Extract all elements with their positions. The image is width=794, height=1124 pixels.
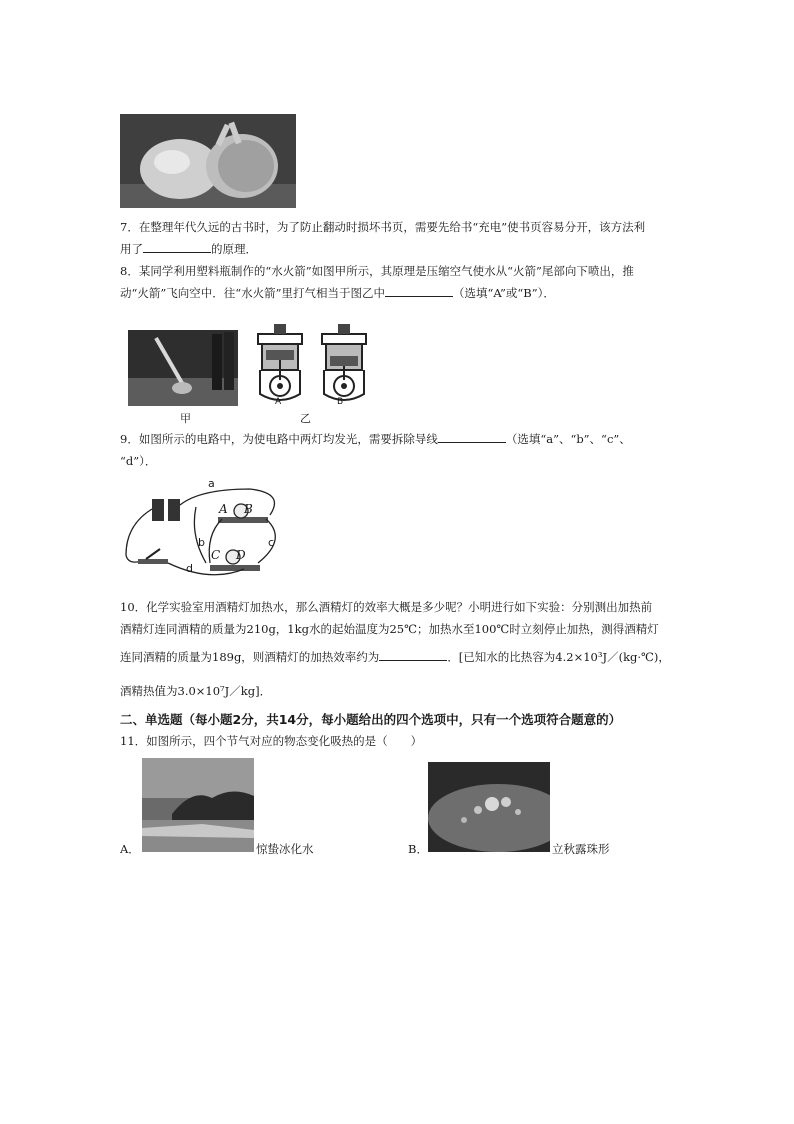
dew-drops-illustration (428, 762, 550, 852)
engine-a-label: A (275, 397, 282, 407)
q7-line2-post: 的原理． (211, 242, 257, 256)
q11-option-a-caption: 惊蛰冰化水 (256, 842, 314, 856)
q9-line1-pre: 9．如图所示的电路中，为使电路中两灯均发光，需要拆除导线 (120, 432, 438, 446)
option-a-photo[interactable] (142, 758, 254, 852)
thawing-ice-illustration (142, 758, 254, 852)
hemispheres-illustration (120, 114, 296, 208)
switch-lever (146, 549, 160, 559)
wire-a-label: a (208, 477, 215, 490)
wire-d-label: d (186, 562, 193, 575)
q10-line2: 酒精灯连同酒精的质量为210g，1kg水的起始温度为25℃；加热水至100℃时立刻停止加热，测得酒精灯 (120, 622, 659, 636)
q8-line1: 8．某同学利用塑料瓶制作的“水火箭”如图甲所示，其原理是压缩空气使水从“火箭”尾部向下喷出，推 (120, 264, 634, 278)
q11-option-b-caption: 立秋露珠形 (552, 842, 610, 856)
wire-c-label: c (268, 536, 275, 549)
engine-b-diagram (322, 324, 366, 400)
q10-line3 (120, 646, 670, 668)
q7-line2-pre: 用了 (120, 242, 143, 256)
wire-left (126, 509, 152, 562)
q9-line1-post: （选填“a”、“b”、“c”、 (505, 432, 631, 446)
water-rocket-illustration (128, 330, 238, 406)
q9-line1 (120, 428, 631, 450)
q8-line2-post: （选填“A”或“B”）． (453, 286, 555, 300)
q10-line3-post: ．[已知水的比热容为4.2×10³J／(kg·℃)， (447, 650, 670, 664)
q7-answer-blank[interactable] (143, 240, 211, 253)
q7-line2 (120, 238, 257, 260)
switch-base (138, 559, 168, 564)
q8-answer-blank[interactable] (385, 284, 453, 297)
section2-title: 二、单选题（每小题2分，共14分，每小题给出的四个选项中，只有一个选项符合题意的） (120, 712, 622, 727)
option-b-photo[interactable] (428, 762, 550, 852)
q8-line2 (120, 282, 555, 304)
fig-jia-label: 甲 (180, 412, 191, 425)
battery-cell-2 (168, 499, 180, 521)
terminal-d-label: D (236, 548, 246, 562)
wire-mid (194, 507, 206, 563)
terminal-c-label: C (211, 548, 221, 562)
q9-answer-blank[interactable] (438, 430, 506, 443)
wire-b-label: b (198, 536, 205, 549)
q10-line4: 酒精热值为3.0×10⁷J／kg]． (120, 684, 272, 698)
q7-line1: 7．在整理年代久远的古书时，为了防止翻动时损坏书页，需要先给书“充电”使书页容易分开，该方法利 (120, 220, 646, 234)
engine-b-label: B (337, 397, 344, 407)
hemispheres-photo (120, 114, 296, 208)
engine-diagrams (250, 320, 375, 410)
q10-line1: 10．化学实验室用酒精灯加热水，那么酒精灯的效率大概是多少呢？小明进行如下实验：分别测出加热前 (120, 600, 653, 614)
q11-option-a-letter[interactable]: A． (120, 842, 140, 856)
fig-yi-label: 乙 (300, 412, 311, 425)
circuit-diagram (120, 475, 300, 590)
terminal-b-label: B (244, 502, 253, 516)
q11-stem: 11．如图所示，四个节气对应的物态变化吸热的是（ ） (120, 734, 423, 748)
q11-option-b-letter[interactable]: B． (408, 842, 428, 856)
engine-a-diagram (258, 324, 302, 400)
q9-line2: “d”）． (120, 454, 157, 468)
q10-line3-pre: 连同酒精的质量为189g，则酒精灯的加热效率约为 (120, 650, 380, 664)
lamp-cd-base (210, 565, 260, 571)
water-rocket-photo (128, 330, 238, 406)
q8-line2-pre: 动“火箭”飞向空中．往“水火箭”里打气相当于图乙中 (120, 286, 386, 300)
q10-answer-blank[interactable] (379, 648, 447, 661)
battery-cell-1 (152, 499, 164, 521)
terminal-a-label: A (219, 502, 228, 516)
